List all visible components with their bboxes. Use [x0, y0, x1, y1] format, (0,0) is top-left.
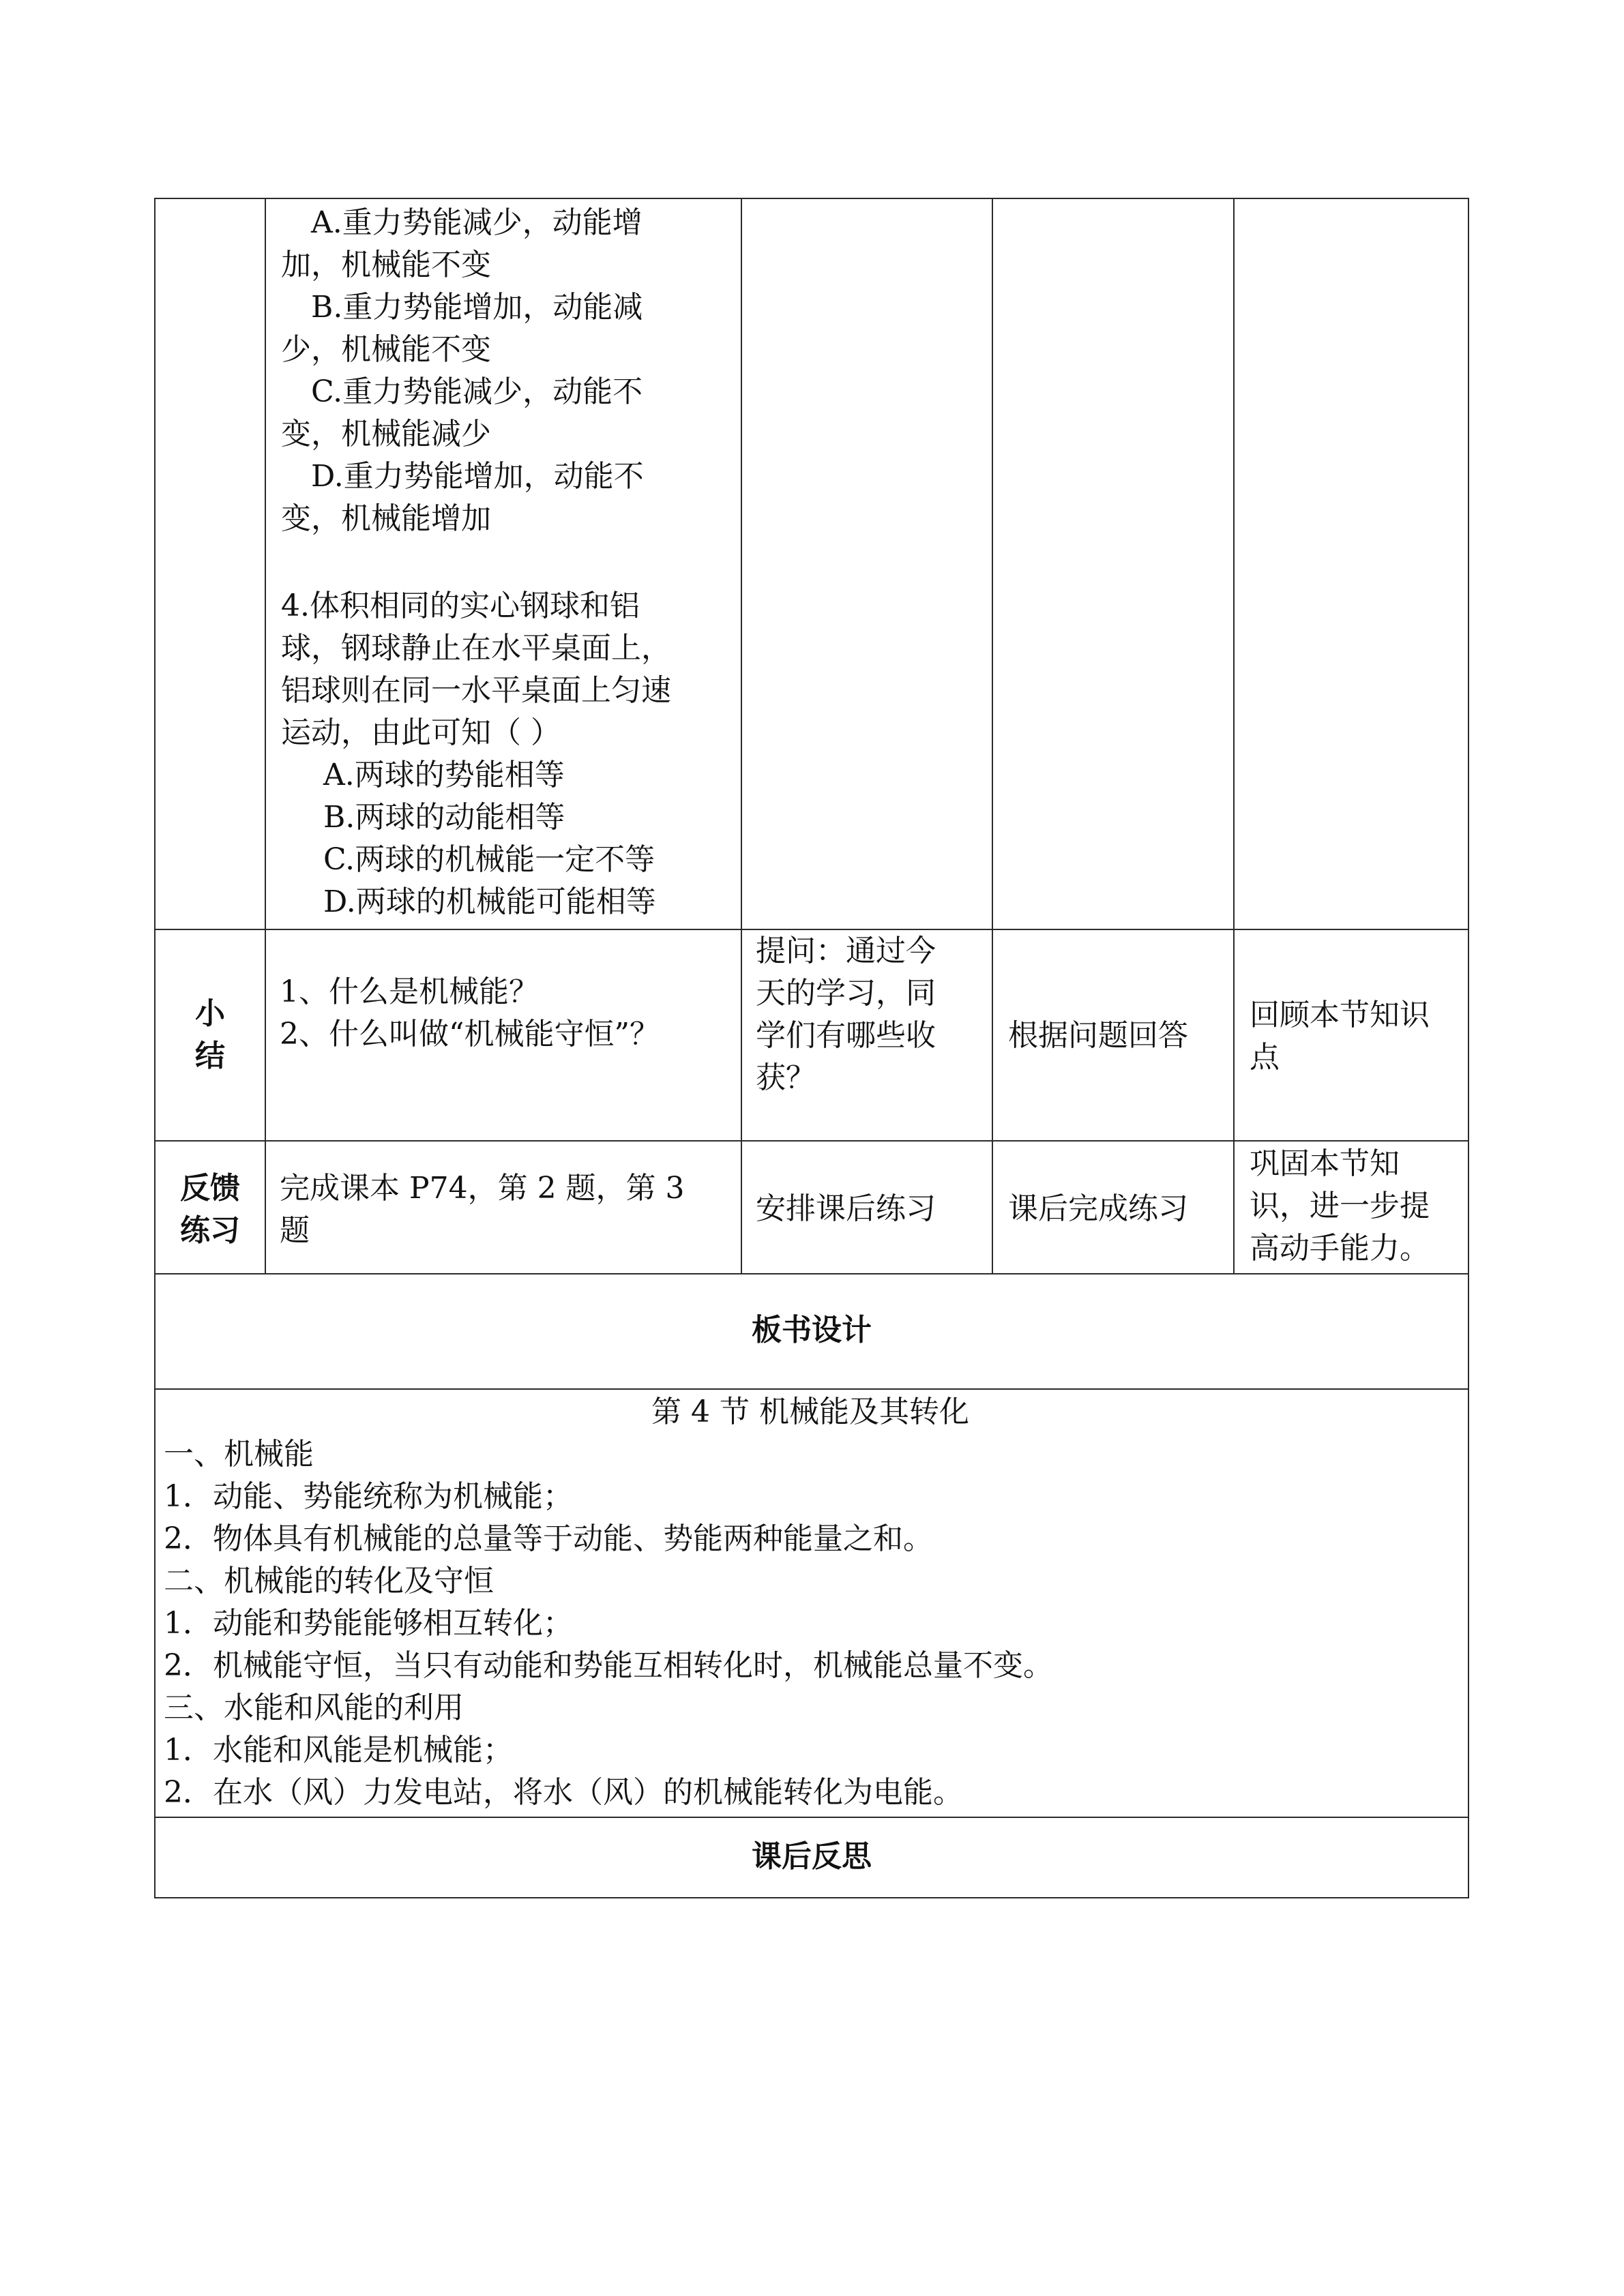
- table-border-bottom: [154, 1897, 1469, 1898]
- feedback-label-line2: 练习: [180, 1213, 240, 1248]
- board-line-5: 1．动能和势能能够相互转化；: [164, 1606, 573, 1641]
- q3-option-d-line1: D.重力势能增加，动能不: [311, 459, 644, 494]
- summary-student: 根据问题回答: [1008, 1018, 1188, 1053]
- board-design-heading: 板书设计: [752, 1313, 872, 1347]
- summary-teacher-line4: 获？: [756, 1060, 816, 1095]
- q4-stem-line2: 球，钢球静止在水平桌面上，: [281, 631, 671, 666]
- feedback-intent-line2: 识，进一步提: [1250, 1189, 1430, 1223]
- column-divider-4: [1233, 198, 1235, 1274]
- feedback-label-line1: 反馈: [180, 1171, 240, 1206]
- q4-stem-line1: 4.体积相同的实心钢球和铝: [281, 588, 640, 623]
- board-line-6: 2．机械能守恒，当只有动能和势能互相转化时，机械能总量不变。: [164, 1648, 1053, 1683]
- board-line-7: 三、水能和风能的利用: [164, 1690, 464, 1725]
- board-line-9: 2．在水（风）力发电站，将水（风）的机械能转化为电能。: [164, 1775, 963, 1810]
- q4-stem-line3: 铝球则在同一水平桌面上匀速: [281, 673, 671, 708]
- summary-intent-line1: 回顾本节知识: [1250, 998, 1430, 1032]
- row-divider-reflection: [154, 1817, 1469, 1818]
- board-design-title: 第 4 节 机械能及其转化: [651, 1395, 969, 1429]
- row-divider-board-content: [154, 1388, 1469, 1390]
- q3-option-c-line1: C.重力势能减少，动能不: [311, 374, 643, 409]
- summary-intent-line2: 点: [1250, 1040, 1280, 1075]
- feedback-intent-line1: 巩固本节知: [1250, 1146, 1400, 1181]
- summary-content-line2: 2、什么叫做“机械能守恒”？: [280, 1017, 660, 1052]
- board-design-content: [164, 1391, 1582, 1814]
- board-line-4: 二、机械能的转化及守恒: [164, 1564, 494, 1598]
- q3-option-c-line2: 变，机械能减少: [281, 417, 491, 451]
- q4-stem-line4: 运动，由此可知（ ）: [281, 715, 561, 750]
- q3-option-b-line1: B.重力势能增加，动能减: [311, 290, 643, 325]
- q4-option-d: D.两球的机械能可能相等: [323, 884, 656, 919]
- board-line-8: 1．水能和风能是机械能；: [164, 1733, 513, 1768]
- column-divider-2: [741, 198, 742, 1274]
- q3-option-d-line2: 变，机械能增加: [281, 501, 491, 536]
- board-line-2: 1．动能、势能统称为机械能；: [164, 1479, 573, 1514]
- q3-option-b-line2: 少，机械能不变: [281, 332, 491, 367]
- feedback-content-line1: 完成课本 P74，第 2 题，第 3: [280, 1171, 685, 1206]
- column-divider-3: [992, 198, 993, 1274]
- summary-content-line1: 1、什么是机械能？: [280, 974, 539, 1009]
- table-border-top: [154, 198, 1469, 199]
- summary-teacher-line1: 提问：通过今: [756, 934, 936, 968]
- column-divider-1: [265, 198, 266, 1274]
- feedback-content-line2: 题: [280, 1213, 310, 1248]
- summary-label-line2: 结: [195, 1039, 225, 1073]
- summary-teacher-line3: 学们有哪些收: [756, 1018, 936, 1053]
- board-line-3: 2．物体具有机械能的总量等于动能、势能两种能量之和。: [164, 1521, 933, 1556]
- board-line-1: 一、机械能: [164, 1437, 314, 1472]
- reflection-heading: 课后反思: [752, 1839, 872, 1874]
- feedback-student: 课后完成练习: [1008, 1191, 1188, 1226]
- row-divider-board-heading: [154, 1273, 1469, 1274]
- feedback-intent-line3: 高动手能力。: [1250, 1231, 1430, 1266]
- q3-option-a-line2: 加，机械能不变: [281, 248, 491, 282]
- row-divider-feedback: [154, 1140, 1469, 1142]
- feedback-teacher: 安排课后练习: [756, 1191, 936, 1226]
- q4-option-a: A.两球的势能相等: [323, 758, 565, 792]
- q4-option-b: B.两球的动能相等: [323, 800, 565, 835]
- q4-option-c: C.两球的机械能一定不等: [323, 842, 655, 877]
- q3-option-a-line1: A.重力势能减少，动能增: [311, 205, 643, 240]
- summary-teacher-line2: 天的学习，同: [756, 976, 936, 1011]
- summary-label-line1: 小: [195, 996, 225, 1031]
